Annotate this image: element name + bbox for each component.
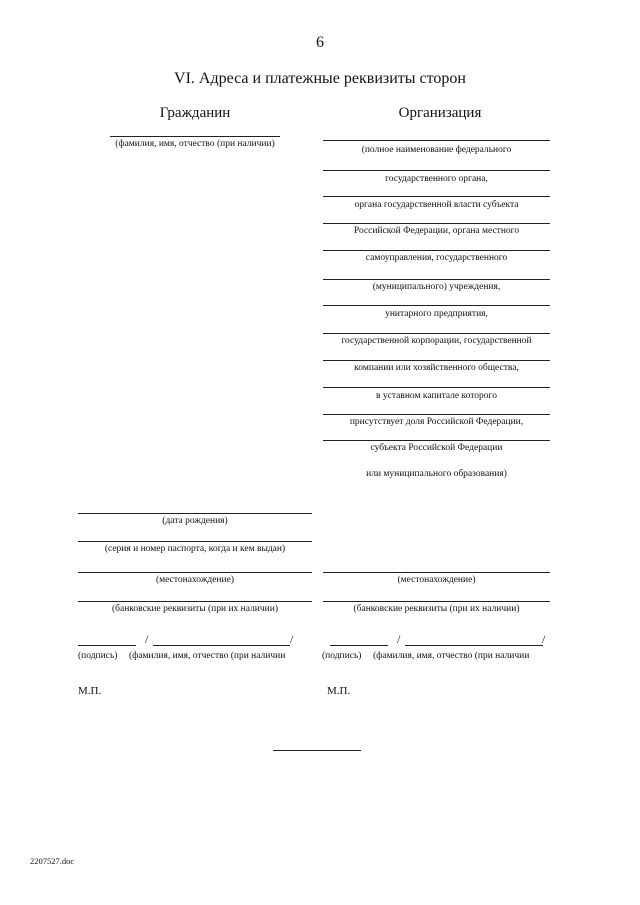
org-name-line-7 bbox=[323, 305, 550, 306]
citizen-sign-caption: (подпись) bbox=[78, 651, 118, 661]
citizen-signature-slash-left: / bbox=[145, 632, 149, 646]
org-location-caption: (местонахождение) bbox=[397, 575, 476, 585]
document-end-rule bbox=[273, 750, 361, 751]
org-name-caption-3: органа государственной власти субъекта bbox=[354, 200, 519, 210]
citizen-birth-caption: (дата рождения) bbox=[162, 516, 228, 526]
org-signature-slash-left: / bbox=[397, 632, 401, 646]
org-name-caption-6: (муниципального) учреждения, bbox=[372, 282, 501, 292]
org-location-line bbox=[323, 572, 550, 573]
org-stamp: М.П. bbox=[327, 685, 351, 697]
org-sign-caption: (подпись) bbox=[322, 651, 362, 661]
page-number: 6 bbox=[316, 34, 324, 51]
citizen-stamp: М.П. bbox=[78, 685, 102, 697]
org-name-caption-7: унитарного предприятия, bbox=[385, 309, 488, 319]
org-name-caption-9: компании или хозяйственного общества, bbox=[354, 363, 519, 373]
citizen-birth-line bbox=[78, 513, 312, 514]
citizen-fio-line bbox=[110, 136, 280, 137]
org-name-caption-4: Российской Федерации, органа местного bbox=[353, 226, 520, 236]
org-name-caption-5: самоуправления, государственного bbox=[365, 253, 508, 263]
org-name-line-5 bbox=[323, 250, 550, 251]
org-name-line-11 bbox=[323, 414, 550, 415]
org-name-caption-8: государственной корпорации, государственной bbox=[341, 336, 532, 346]
citizen-signature-fio-line bbox=[153, 645, 290, 646]
org-name-caption-1: (полное наименование федерального bbox=[361, 145, 512, 155]
section-title: VI. Адреса и платежные реквизиты сторон bbox=[174, 70, 466, 87]
org-name-caption-10: в уставном капитале которого bbox=[376, 391, 497, 401]
org-bank-caption: (банковские реквизиты (при их наличии) bbox=[353, 604, 520, 614]
org-name-line-6 bbox=[323, 279, 550, 280]
org-name-line-3 bbox=[323, 196, 550, 197]
citizen-bank-caption: (банковские реквизиты (при их наличии) bbox=[112, 604, 278, 614]
citizen-sign-fio-caption: (фамилия, имя, отчество (при наличии bbox=[129, 651, 286, 661]
org-signature-line bbox=[330, 645, 388, 646]
citizen-signature-line bbox=[78, 645, 136, 646]
org-name-caption-13: или муниципального образования) bbox=[366, 469, 507, 479]
citizen-passport-line bbox=[78, 541, 312, 542]
org-signature-fio-line bbox=[405, 645, 543, 646]
footer-filename: 2207527.doc bbox=[30, 856, 75, 866]
organization-heading: Организация bbox=[398, 105, 482, 121]
org-name-line-4 bbox=[323, 223, 550, 224]
org-name-line-10 bbox=[323, 387, 550, 388]
org-name-line-12 bbox=[323, 440, 550, 441]
org-name-caption-12: субъекта Российской Федерации bbox=[370, 443, 503, 453]
org-sign-fio-caption: (фамилия, имя, отчество (при наличии bbox=[373, 651, 530, 661]
citizen-passport-caption: (серия и номер паспорта, когда и кем выдан) bbox=[104, 544, 286, 554]
org-name-caption-2: государственного органа, bbox=[385, 174, 488, 184]
citizen-location-caption: (местонахождение) bbox=[156, 575, 234, 585]
citizen-heading: Гражданин bbox=[159, 105, 231, 121]
citizen-bank-line bbox=[78, 601, 312, 602]
org-name-line-2 bbox=[323, 170, 550, 171]
citizen-location-line bbox=[78, 572, 312, 573]
org-name-caption-11: присутствует доля Российской Федерации, bbox=[349, 417, 524, 427]
org-name-line-1 bbox=[323, 140, 550, 141]
citizen-fio-caption: (фамилия, имя, отчество (при наличии) bbox=[115, 139, 275, 149]
org-signature-slash-right: / bbox=[542, 632, 546, 646]
citizen-signature-slash-right: / bbox=[290, 632, 294, 646]
org-name-line-8 bbox=[323, 333, 550, 334]
org-name-line-9 bbox=[323, 360, 550, 361]
org-bank-line bbox=[323, 601, 550, 602]
